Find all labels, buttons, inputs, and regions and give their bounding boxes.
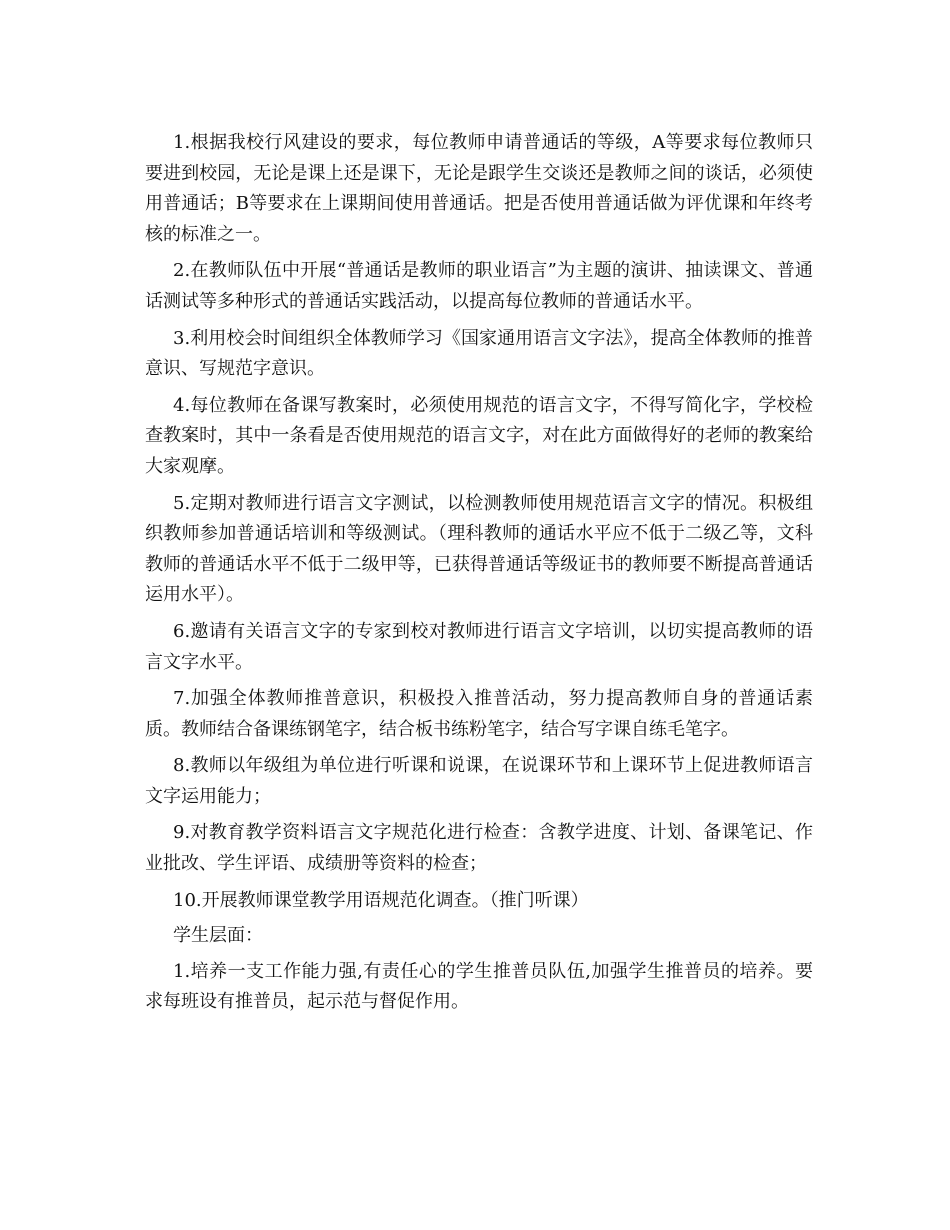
paragraph-2: 2.在教师队伍中开展“普通话是教师的职业语言”为主题的演讲、抽读课文、普通话测试等多种形式的普通话实践活动，以提高每位教师的普通话水平。 (145, 260, 813, 312)
paragraph-11: 1.培养一支工作能力强,有责任心的学生推普员队伍,加强学生推普员的培养。要求每班设有推普员，起示范与督促作用。 (145, 960, 813, 1013)
paragraph-6: 6.邀请有关语言文字的专家到校对教师进行语言文字培训，以切实提高教师的语言文字水平。 (145, 620, 813, 673)
document-body (145, 128, 813, 1024)
paragraph-7: 7.加强全体教师推普意识，积极投入推普活动，努力提高教师自身的普通话素质。教师结合备课练钢笔字，结合板书练粉笔字，结合写字课自练毛笔字。 (145, 688, 813, 740)
paragraph-5: 5.定期对教师进行语言文字测试，以检测教师使用规范语言文字的情况。积极组织教师参加普通话培训和等级测试。（理科教师的通话水平应不低于二级乙等，文科教师的普通话水平不低于二级甲等，已获得普通话等级证书的教师要不断提高普通话运用水平）。 (145, 492, 813, 606)
paragraph-1: 1.根据我校行风建设的要求，每位教师申请普通话的等级，A等要求每位教师只要进到校园，无论是课上还是课下，无论是跟学生交谈还是教师之间的谈话，必须使用普通话；B等要求在上课期间使用普通话。把是否使用普通话做为评优课和年终考核的标准之一。 (145, 132, 813, 245)
paragraph-10: 10.开展教师课堂教学用语规范化调查。（推门听课） (173, 889, 589, 911)
paragraph-9: 9.对教育教学资料语言文字规范化进行检查：含教学进度、计划、备课笔记、作业批改、学生评语、成绩册等资料的检查； (145, 822, 813, 875)
paragraph-3: 3.利用校会时间组织全体教师学习《国家通用语言文字法》，提高全体教师的推普意识、写规范字意识。 (145, 327, 813, 380)
paragraph-8: 8.教师以年级组为单位进行听课和说课，在说课环节和上课环节上促进教师语言文字运用能力； (145, 755, 813, 807)
section-heading-students: 学生层面： (173, 925, 263, 947)
paragraph-4: 4.每位教师在备课写教案时，必须使用规范的语言文字，不得写简化字，学校检查教案时，其中一条看是否使用规范的语言文字，对在此方面做得好的老师的教案给大家观摩。 (145, 394, 813, 477)
